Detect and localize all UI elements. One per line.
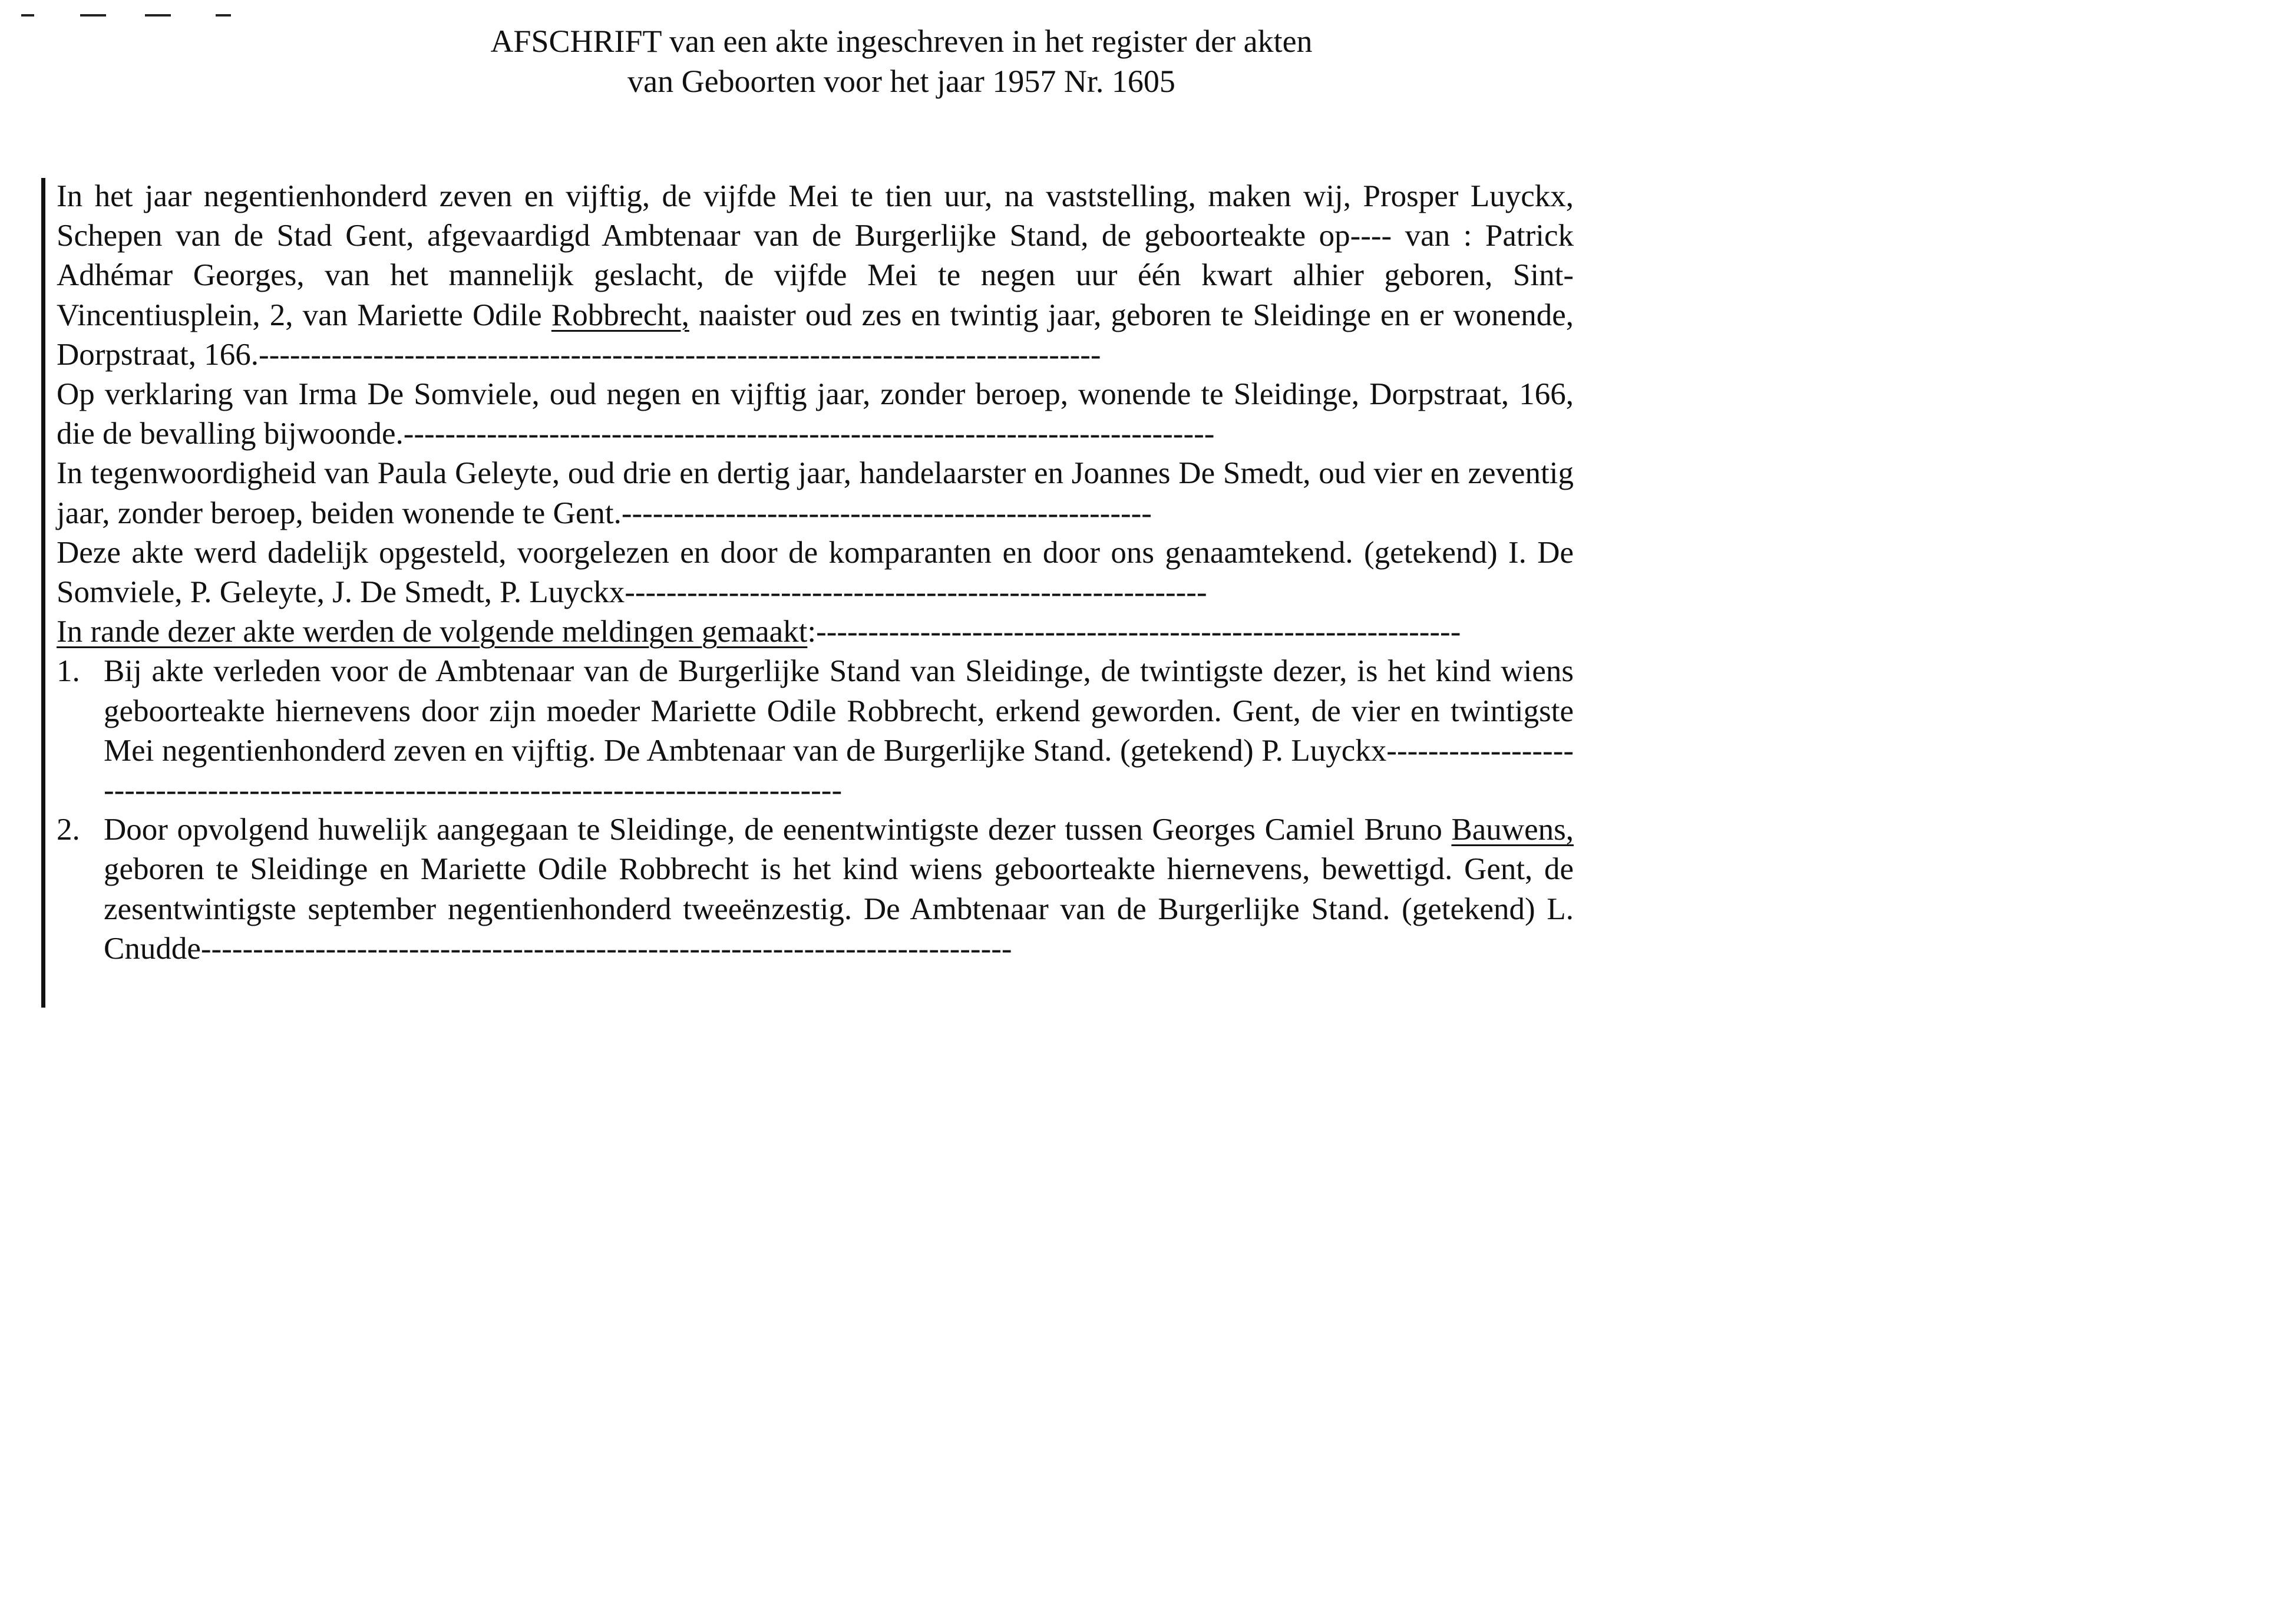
note-text: Bij akte verleden voor de Ambtenaar van de Burgerlijke Stand van Sleidinge, de twintigste dezer, is het kind wiens geboorteakte hiernevens door zijn moeder Mariette Odile Robbrecht, erkend geworden. Gent, de vier en twintigste Mei negentienhonderd zeven en vijftig. De Ambtenaar van de Burgerlijke Stand. (getekend) P. Luyckx-----------------------------------------------------------------------------------------: [104, 654, 1574, 808]
header-line-2: van Geboorten voor het jaar 1957 Nr. 1605: [627, 64, 1175, 99]
scan-artifact-dashes: [21, 11, 233, 18]
margin-notes-heading-underlined: In rande dezer akte werden de volgende meldingen gemaakt: [57, 615, 808, 649]
note-text-part-b: geboren te Sleidinge en Mariette Odile Robbrecht is het kind wiens geboorteakte hiernevens, bewettigd. Gent, de zesentwintigste september negentienhonderd tweeënzestig. De Ambtenaar van de Burgerlijke Stand. (getekend) L. Cnudde------------------------------------------------------------------------------: [104, 852, 1574, 966]
note-number: 2.: [57, 813, 80, 847]
paragraph-signatures: Deze akte werd dadelijk opgesteld, voorgelezen en door de komparanten en door ons genaamtekend. (getekend) I. De Somviele, P. Geleyte, J. De Smedt, P. Luyckx--------------------------------------------------------: [57, 535, 1574, 610]
margin-notes-heading-rest: :--------------------------------------------------------------: [807, 615, 1461, 649]
paragraph-declarant: Op verklaring van Irma De Somviele, oud negen en vijftig jaar, zonder beroep, wonende te Sleidinge, Dorpstraat, 166, die de bevalling bijwoonde.------------------------------------------------------------------------------: [57, 377, 1574, 451]
record-body: [57, 177, 1574, 969]
margin-note-2: [57, 810, 1574, 969]
document-header: [0, 21, 1803, 101]
paragraph-1-part-a: In het jaar negentienhonderd zeven en vijftig, de vijfde Mei te tien uur, na vaststelling, maken wij, Prosper Luyckx, Schepen van de Stad Gent, afgevaardigd Ambtenaar van de Burgerlijke Stand, de geboorteakte op---- van : Patrick Adhémar Georges, van het mannelijk geslacht, de vijfde Mei te negen uur één kwart alhier geboren, Sint-Vincentiusplein, 2, van Mariette Odile: [57, 179, 1574, 332]
underlined-surname-bauwens: Bauwens,: [1451, 813, 1574, 847]
margin-notes-heading: [57, 612, 1574, 652]
paragraph-1-part-b: naaister oud zes en twintig jaar, geboren te Sleidinge en er wonende, Dorpstraat, 166.---------------------------------------------------------------------------------: [57, 298, 1574, 372]
header-line-1: AFSCHRIFT van een akte ingeschreven in het register der akten: [490, 24, 1313, 59]
margin-rule: [41, 178, 45, 1008]
note-text-part-a: Door opvolgend huwelijk aangegaan te Sleidinge, de eenentwintigste dezer tussen Georges Camiel Bruno: [104, 813, 1452, 847]
underlined-surname-robbrecht: Robbrecht,: [551, 298, 689, 332]
margin-note-1: [57, 652, 1574, 810]
note-number: 1.: [57, 654, 80, 689]
paragraph-birth-declaration: [57, 177, 1574, 375]
paragraph-witnesses: In tegenwoordigheid van Paula Geleyte, oud drie en dertig jaar, handelaarster en Joannes De Smedt, oud vier en zeventig jaar, zonder beroep, beiden wonende te Gent.---------------------------------------------------: [57, 456, 1574, 530]
